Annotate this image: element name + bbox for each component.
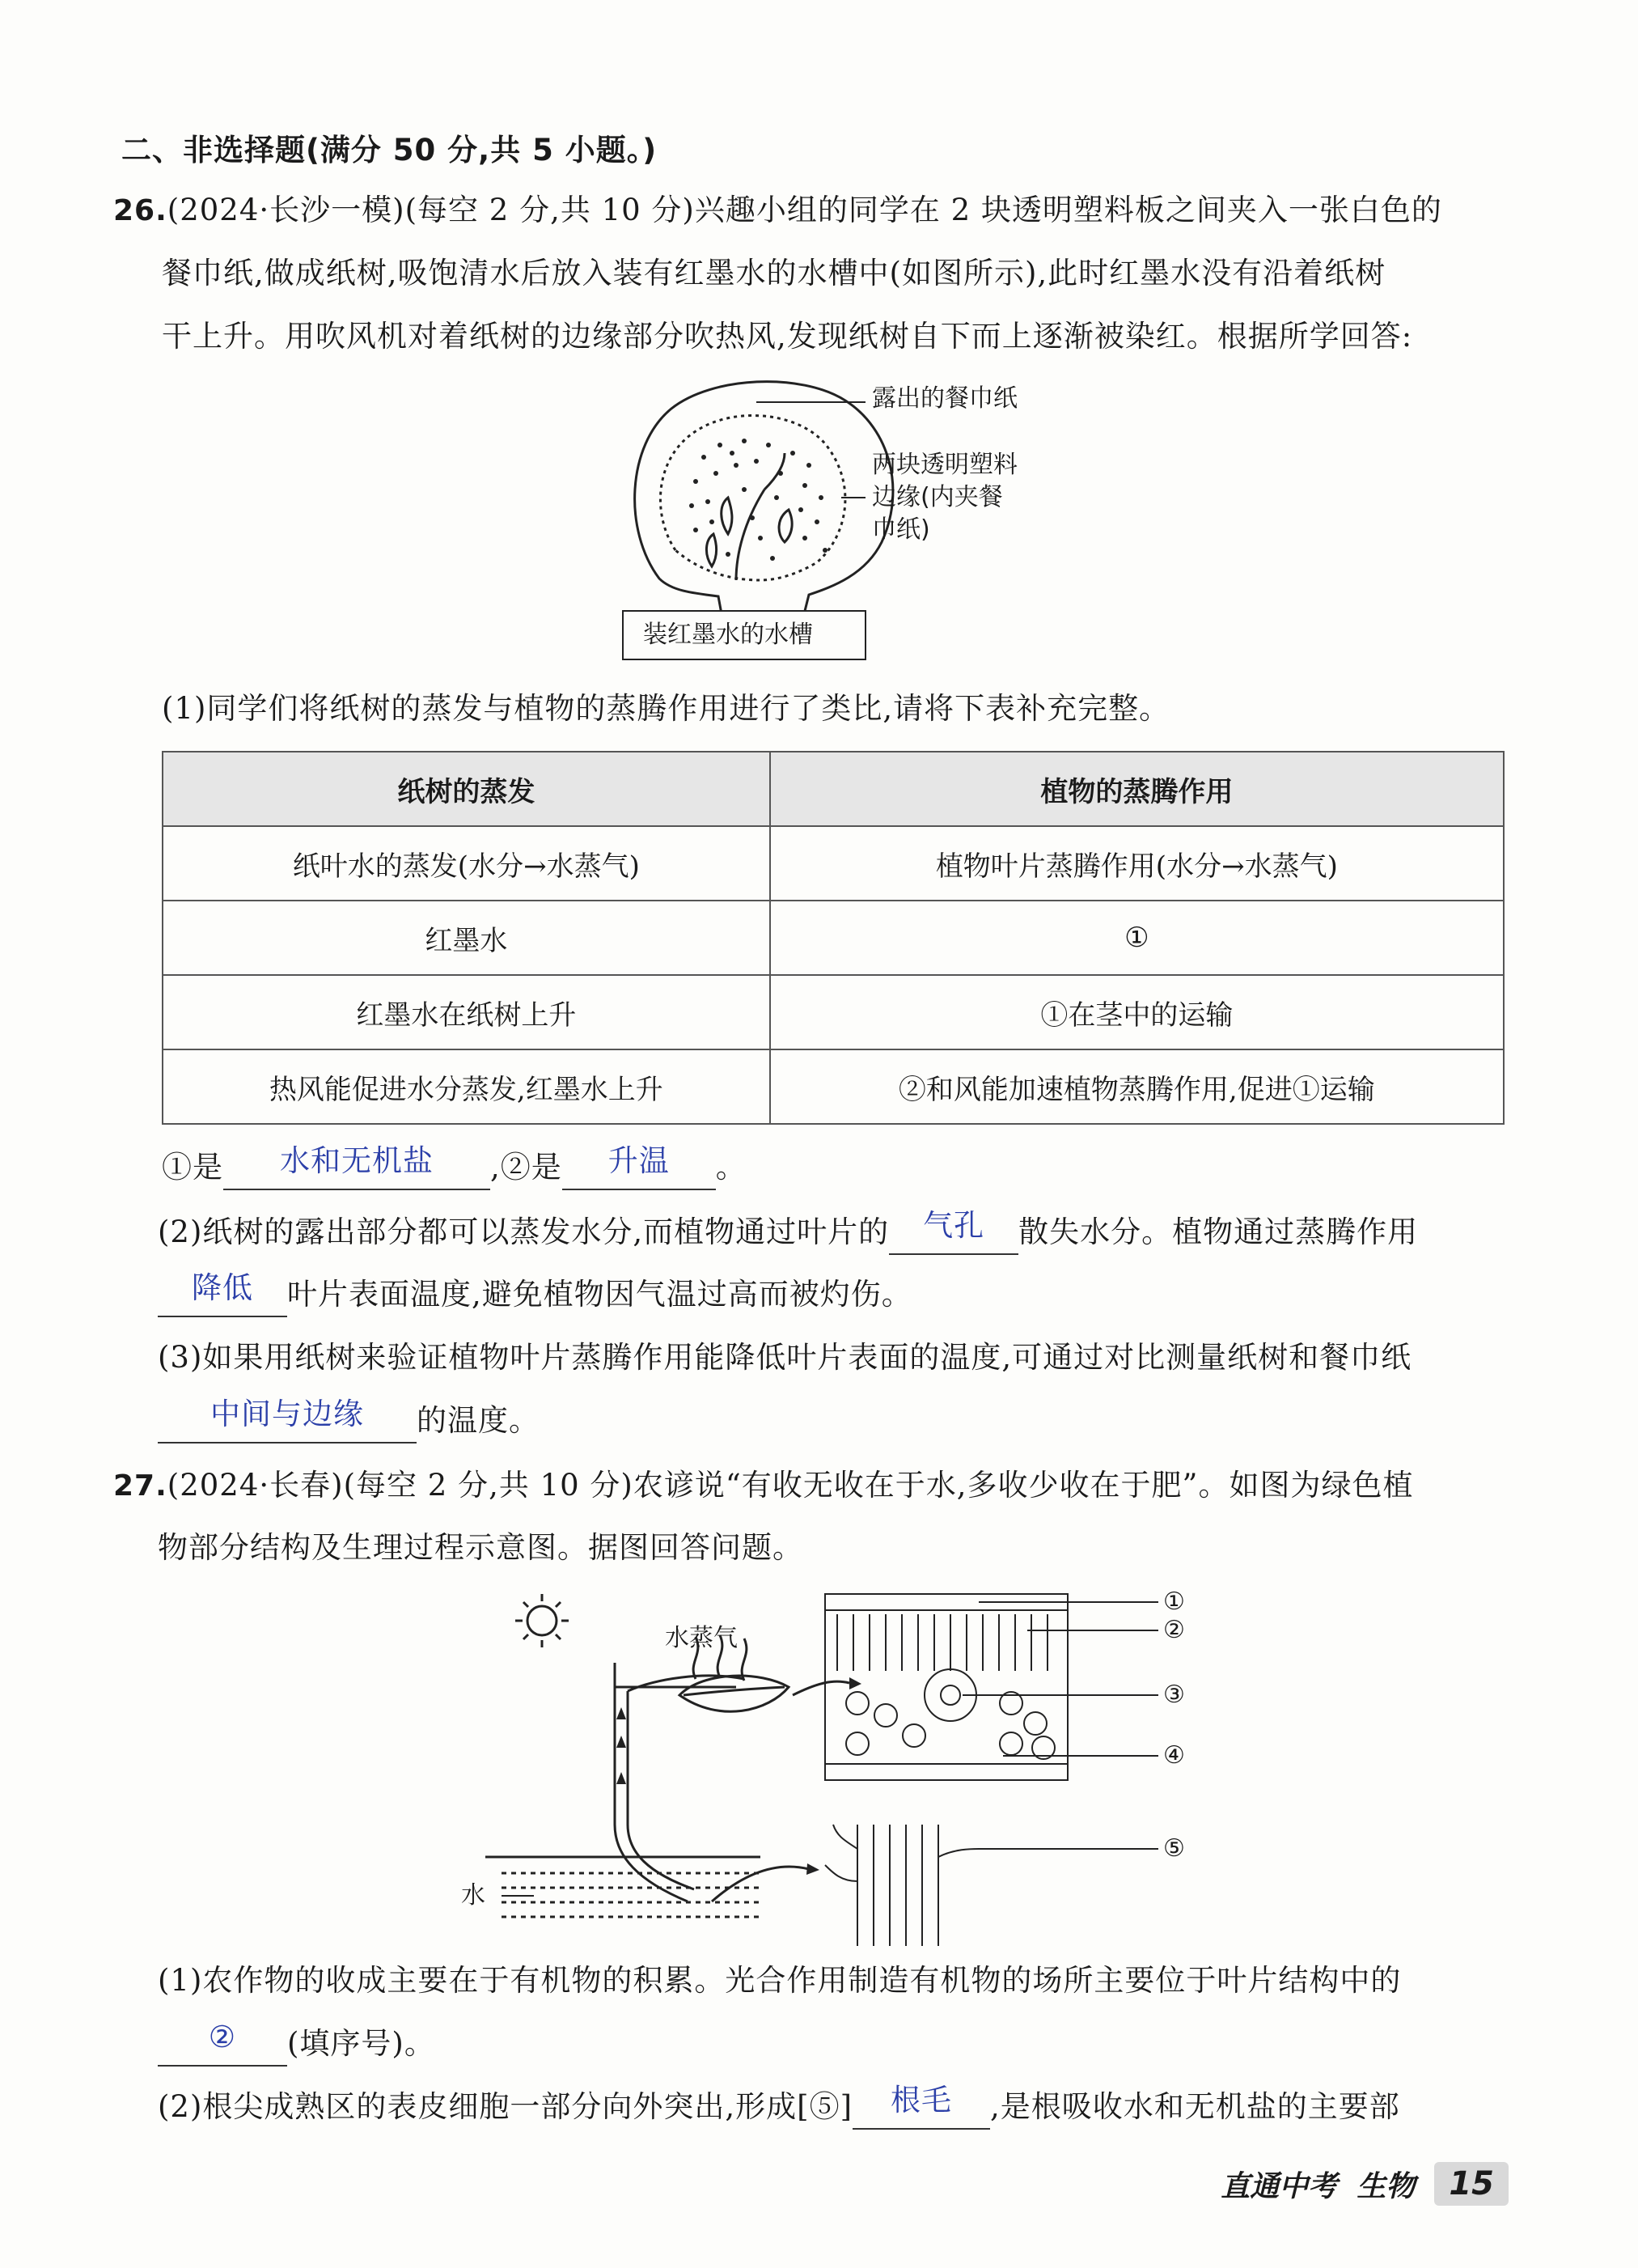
q26-stem-line-3: 干上升。用吹风机对着纸树的边缘部分吹热风,发现纸树自下而上逐渐被染红。根据所学回答: — [162, 319, 1413, 354]
label-plastic-edge-2: 边缘(内夹餐 — [872, 483, 1003, 511]
q26-stem-line-1 — [113, 188, 1442, 234]
table-cell: 纸叶水的蒸发(水分→水蒸气) — [163, 826, 770, 901]
plant-structure-drawing — [477, 1582, 1205, 1954]
paper-tree-figure — [615, 368, 1068, 672]
table-cell: 热风能促进水分蒸发,红墨水上升 — [163, 1049, 770, 1124]
sub2-text-a: (2)根尖成熟区的表皮细胞一部分向外突出,形成[⑤] — [158, 2089, 853, 2124]
table-row — [163, 1049, 1504, 1124]
sun-icon — [515, 1594, 569, 1647]
answer-blank-2[interactable] — [562, 1143, 716, 1190]
fill-mid: ,②是 — [490, 1150, 562, 1185]
q26-sub3-line-1: (3)如果用纸树来验证植物叶片蒸腾作用能降低叶片表面的温度,可通过对比测量纸树和餐巾纸 — [158, 1340, 1412, 1375]
answer-text: 中间与边缘 — [210, 1397, 364, 1431]
mark-4: ④ — [1163, 1741, 1185, 1770]
answer-text: 降低 — [192, 1270, 253, 1305]
q27-stem-line-1 — [113, 1463, 1413, 1509]
q26-source: (2024·长沙一模)(每空 2 分,共 10 分) — [167, 193, 695, 227]
footer-book: 直通中考 — [1221, 2169, 1338, 2203]
table-header-row — [163, 752, 1504, 826]
fill-end: 。 — [715, 1150, 747, 1185]
answer-blank-5[interactable] — [158, 1397, 417, 1443]
q26-fill-line — [162, 1145, 747, 1190]
q27-stem-1: 农谚说“有收无收在于水,多收少收在于肥”。如图为绿色植 — [633, 1468, 1414, 1503]
q26-sub3-line-2 — [158, 1398, 540, 1443]
table-row — [163, 975, 1504, 1049]
analogy-table — [162, 751, 1505, 1125]
label-exposed-napkin: 露出的餐巾纸 — [872, 384, 1018, 413]
mark-2: ② — [1163, 1616, 1185, 1644]
page-footer — [1221, 2162, 1509, 2206]
table-header: 植物的蒸腾作用 — [770, 752, 1504, 826]
label-plastic-edge-3: 巾纸) — [872, 515, 930, 544]
sub2-text-b: 散失水分。植物通过蒸腾作用 — [1018, 1215, 1419, 1249]
label-ink-tank: 装红墨水的水槽 — [643, 621, 813, 649]
answer-text: 气孔 — [923, 1208, 985, 1243]
answer-blank-3[interactable] — [889, 1208, 1018, 1255]
q26-number: 26. — [113, 194, 167, 227]
q26-sub1-text: (1)同学们将纸树的蒸发与植物的蒸腾作用进行了类比,请将下表补充完整。 — [162, 691, 1170, 726]
label-plastic-edge-1: 两块透明塑料 — [872, 451, 1018, 479]
table-row — [163, 826, 1504, 901]
table-cell: 植物叶片蒸腾作用(水分→水蒸气) — [770, 826, 1504, 901]
answer-blank-4[interactable] — [158, 1270, 287, 1317]
q26-sub2-line-2 — [158, 1272, 912, 1317]
mark-1: ① — [1163, 1588, 1185, 1616]
q27-sub2-line — [158, 2084, 1400, 2130]
q27-sub1-line-1: (1)农作物的收成主要在于有机物的积累。光合作用制造有机物的场所主要位于叶片结构中的 — [158, 1963, 1402, 1998]
answer-blank-6[interactable] — [158, 2020, 287, 2067]
answer-text: ② — [208, 2020, 237, 2054]
q26-stem-line-2: 餐巾纸,做成纸树,吸饱清水后放入装有红墨水的水槽中(如图所示),此时红墨水没有沿着纸树 — [162, 256, 1386, 290]
footer-subject: 生物 — [1357, 2169, 1416, 2203]
sub1-text-b: (填序号)。 — [287, 2026, 435, 2061]
label-water-vapor: 水蒸气 — [665, 1624, 738, 1652]
table-cell: ① — [770, 901, 1504, 975]
q27-sub1-line-2 — [158, 2021, 435, 2067]
table-cell: ①在茎中的运输 — [770, 975, 1504, 1049]
mark-3: ③ — [1163, 1681, 1185, 1709]
label-water: 水 — [461, 1881, 485, 1910]
plant-structure-figure — [461, 1582, 1205, 1954]
table-row — [163, 901, 1504, 975]
answer-text: 升温 — [607, 1143, 670, 1178]
sub2-text-b: ,是根吸收水和无机盐的主要部 — [990, 2089, 1400, 2124]
page-number: 15 — [1434, 2162, 1509, 2206]
answer-text: 根毛 — [891, 2083, 953, 2118]
q26-stem-1: 兴趣小组的同学在 2 块透明塑料板之间夹入一张白色的 — [694, 193, 1442, 227]
answer-blank-7[interactable] — [853, 2083, 990, 2130]
sub3-text-b: 的温度。 — [417, 1403, 540, 1438]
sub2-text-c: 叶片表面温度,避免植物因气温过高而被灼伤。 — [287, 1277, 912, 1312]
answer-blank-1[interactable] — [223, 1143, 490, 1190]
fill-prefix: ①是 — [162, 1150, 223, 1185]
table-cell: 红墨水 — [163, 901, 770, 975]
q26-sub2-line-1 — [158, 1210, 1418, 1255]
answer-text: 水和无机盐 — [280, 1143, 434, 1178]
section-title: 二、非选择题(满分 50 分,共 5 小题。) — [121, 133, 658, 167]
table-cell: 红墨水在纸树上升 — [163, 975, 770, 1049]
q27-source: (2024·长春)(每空 2 分,共 10 分) — [167, 1468, 633, 1503]
mark-5: ⑤ — [1163, 1834, 1185, 1863]
q27-number: 27. — [113, 1469, 167, 1503]
table-header: 纸树的蒸发 — [163, 752, 770, 826]
table-cell: ②和风能加速植物蒸腾作用,促进①运输 — [770, 1049, 1504, 1124]
q27-stem-line-2: 物部分结构及生理过程示意图。据图回答问题。 — [158, 1530, 803, 1565]
sub2-text-a: (2)纸树的露出部分都可以蒸发水分,而植物通过叶片的 — [158, 1215, 890, 1249]
